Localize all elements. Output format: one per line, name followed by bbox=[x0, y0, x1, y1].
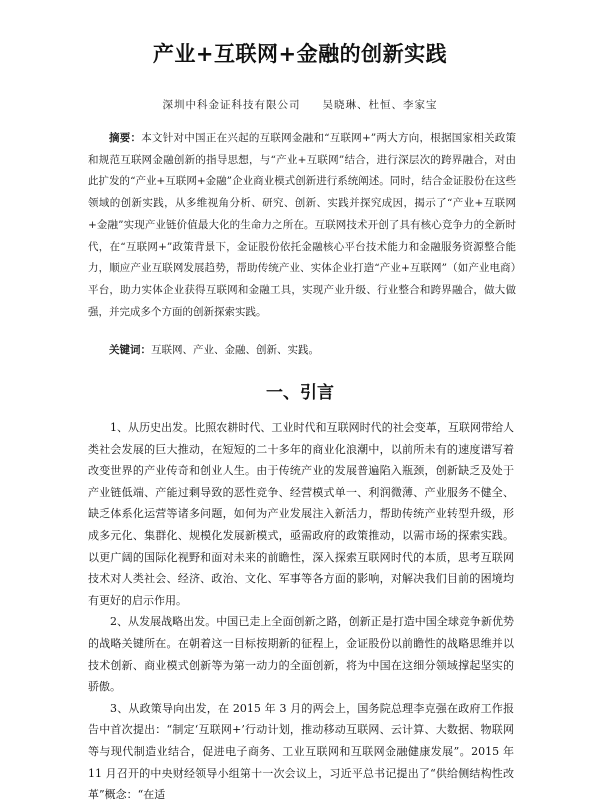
abstract bbox=[88, 128, 516, 323]
keywords bbox=[109, 342, 529, 357]
paragraph-strategy: 2、从发展战略出发。中国已走上全面创新之路，创新正是打造中国全球竞争新优势的战略关键所在。在朝着这一目标按期新的征程上，金证股份以前瞻性的战略思维并以技术创新、商业模式创新等为第一动力的全面创新，将为中国在这细分领域撑起坚实的骄傲。 bbox=[88, 615, 514, 694]
keywords-text: 互联网、产业、金融、创新、实践。 bbox=[151, 344, 319, 356]
paragraph-policy: 3、从政策导向出发，在 2015 年 3 月的两会上，国务院总理李克强在政府工作报告中首次提出：“制定‘互联网+’行动计划，推动移动互联网、云计算、大数据、物联网等与现代制造业结合，促进电子商务、工业互联网和互联网金融健康发展”。2015 年 11 月召开的中央财经领导小组第十一次会议上，习近平总书记提出了“供给侧结构性改革”概念：“在适 bbox=[88, 701, 514, 802]
paragraph-history: 1、从历史出发。比照农耕时代、工业时代和互联网时代的社会变革，互联网带给人类社会发展的巨大推动，在短短的二十多年的商业化浪潮中，以前所未有的速度谱写着改变世界的产业传奇和创业人生。由于传统产业的发展普遍陷入瓶颈，创新缺乏及处于产业链低端、产能过剩导致的恶性竞争、经营模式单一、利润微薄、产业服务不健全、缺乏体系化运营等诸多问题，如何为产业发展注入新活力，帮助传统产业转型升级，形成多元化、集群化、规模化发展新模式，亟需政府的政策推动，以需市场的探索实践。以更广阔的国际化视野和面对未来的前瞻性，深入探索互联网时代的本质，思考互联网技术对人类社会、经济、政治、文化、军事等各方面的影响，对解决我们目前的困境均有更好的启示作用。 bbox=[88, 421, 514, 607]
body-text bbox=[88, 417, 514, 806]
author-line bbox=[0, 97, 600, 112]
abstract-label: 摘要： bbox=[109, 132, 142, 144]
section-heading-introduction: 一、引言 bbox=[266, 383, 334, 403]
author-organization: 深圳中科金证科技有限公司 bbox=[162, 99, 301, 111]
author-names: 吴晓琳、杜恒、李家宝 bbox=[322, 99, 438, 111]
keywords-label: 关键词： bbox=[109, 344, 151, 356]
paper-title: 产业+互联网+金融的创新实践 bbox=[152, 42, 448, 66]
abstract-text: 本文针对中国正在兴起的互联网金融和“互联网+”两大方向，根据国家相关政策和规范互联网金融创新的指导思想，与“产业+互联网”结合，进行深层次的跨界融合，对由此扩发的“产业+互联网+金融”企业商业模式创新进行系统阐述。同时，结合金证股份在这些领域的创新实践，从多维视角分析、研究、创新、实践并探究成因，揭示了“产业+互联网+金融”实现产业链价值最大化的生命力之所在。互联网技术开创了具有核心竞争力的全新时代，在“互联网+”政策背景下，金证股份依托金融核心平台技术能力和金融服务资源整合能力，顺应产业互联网发展趋势，帮助传统产业、实体企业打造“产业+互联网”（如产业电商）平台，助力实体企业获得互联网和金融工具，实现产业升级、行业整合和跨界融合，做大做强，并完成多个方面的创新探索实践。 bbox=[88, 132, 517, 318]
